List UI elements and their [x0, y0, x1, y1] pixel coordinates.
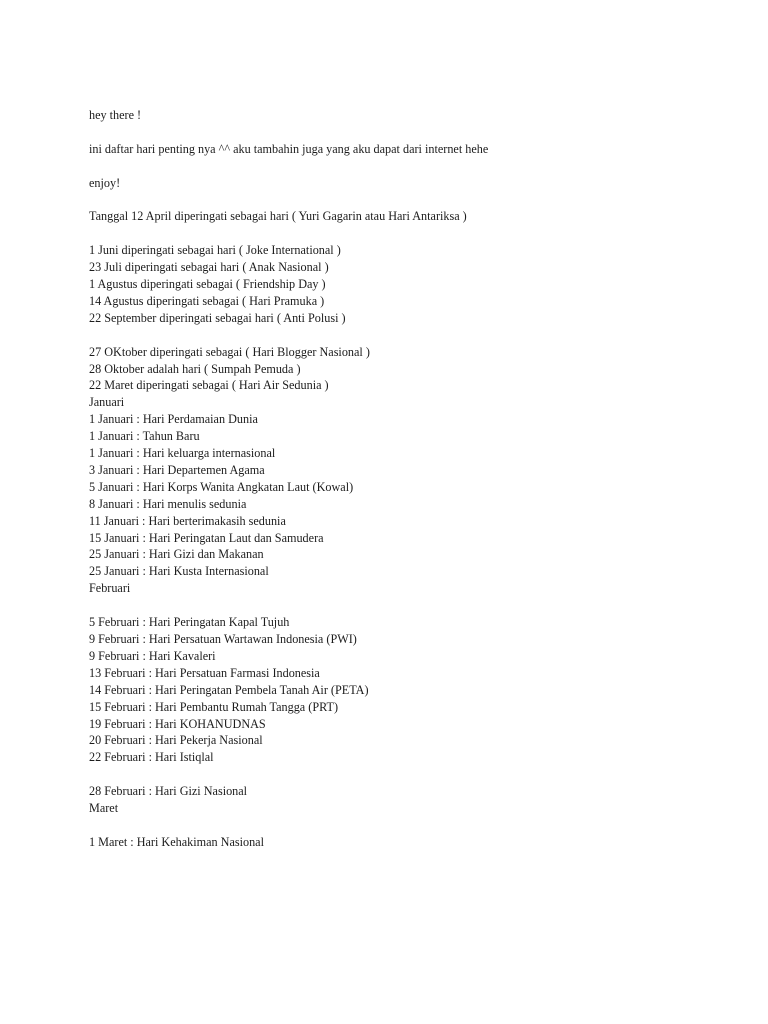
month-entries: [89, 614, 768, 766]
holiday-entry: 1 Juni diperingati sebagai hari ( Joke International ): [89, 243, 341, 258]
holiday-entry: 14 Agustus diperingati sebagai ( Hari Pramuka ): [89, 293, 325, 308]
holiday-entry: 1 Agustus diperingati sebagai ( Friendship Day ): [89, 277, 326, 291]
holiday-entry: 9 Februari : Hari Persatuan Wartawan Indonesia (PWI): [89, 632, 357, 646]
sign-off: enjoy!: [89, 175, 121, 190]
holiday-entry: 1 Januari : Hari keluarga internasional: [89, 446, 276, 461]
holiday-entry: 23 Juli diperingati sebagai hari ( Anak Nasional ): [89, 260, 329, 275]
holiday-entry: 3 Januari : Hari Departemen Agama: [89, 462, 265, 477]
holiday-entry: 28 Februari : Hari Gizi Nasional: [89, 784, 248, 799]
special-days-list-2: [89, 344, 768, 395]
special-day-lead: Tanggal 12 April diperingati sebagai hari ( Yuri Gagarin atau Hari Antariksa ): [89, 209, 467, 224]
month-heading: Maret: [89, 801, 119, 816]
holiday-entry: 9 Februari : Hari Kavaleri: [89, 648, 216, 663]
holiday-entry: 22 Maret diperingati sebagai ( Hari Air Sedunia ): [89, 378, 329, 393]
month-entries: [89, 411, 768, 580]
holiday-entry: 22 September diperingati sebagai hari ( Anti Polusi ): [89, 310, 346, 325]
special-days-list: [89, 242, 768, 327]
holiday-entry: 5 Januari : Hari Korps Wanita Angkatan Laut (Kowal): [89, 479, 354, 494]
month-heading: Februari: [89, 581, 131, 596]
month-heading: Januari: [89, 395, 125, 410]
holiday-entry: 13 Februari : Hari Persatuan Farmasi Indonesia: [89, 665, 320, 680]
holiday-entry: 25 Januari : Hari Gizi dan Makanan: [89, 547, 264, 562]
holiday-entry: 28 Oktober adalah hari ( Sumpah Pemuda ): [89, 361, 301, 376]
greeting: hey there !: [89, 108, 142, 122]
holiday-entry: 1 Januari : Tahun Baru: [89, 429, 200, 444]
month-maret: [89, 800, 768, 851]
holiday-entry: 14 Februari : Hari Peringatan Pembela Tanah Air (PETA): [89, 682, 369, 697]
month-februari: [89, 580, 768, 800]
holiday-entry: 15 Februari : Hari Pembantu Rumah Tangga (PRT): [89, 699, 339, 714]
holiday-entry: 20 Februari : Hari Pekerja Nasional: [89, 733, 263, 748]
holiday-entry: 1 Maret : Hari Kehakiman Nasional: [89, 834, 264, 849]
holiday-entry: 11 Januari : Hari berterimakasih sedunia: [89, 513, 286, 528]
holiday-entry: 19 Februari : Hari KOHANUDNAS: [89, 716, 266, 731]
month-entries: [89, 783, 768, 800]
month-januari: [89, 394, 768, 580]
month-entries: [89, 834, 768, 851]
intro-note: ini daftar hari penting nya ^^ aku tambahin juga yang aku dapat dari internet hehe: [89, 141, 489, 156]
holiday-entry: 27 OKtober diperingati sebagai ( Hari Blogger Nasional ): [89, 344, 370, 359]
holiday-entry: 22 Februari : Hari Istiqlal: [89, 750, 214, 765]
holiday-entry: 5 Februari : Hari Peringatan Kapal Tujuh: [89, 615, 290, 630]
holiday-entry: 1 Januari : Hari Perdamaian Dunia: [89, 412, 258, 427]
holiday-entry: 15 Januari : Hari Peringatan Laut dan Samudera: [89, 530, 324, 545]
holiday-entry: 8 Januari : Hari menulis sedunia: [89, 496, 247, 511]
holiday-entry: 25 Januari : Hari Kusta Internasional: [89, 564, 269, 579]
